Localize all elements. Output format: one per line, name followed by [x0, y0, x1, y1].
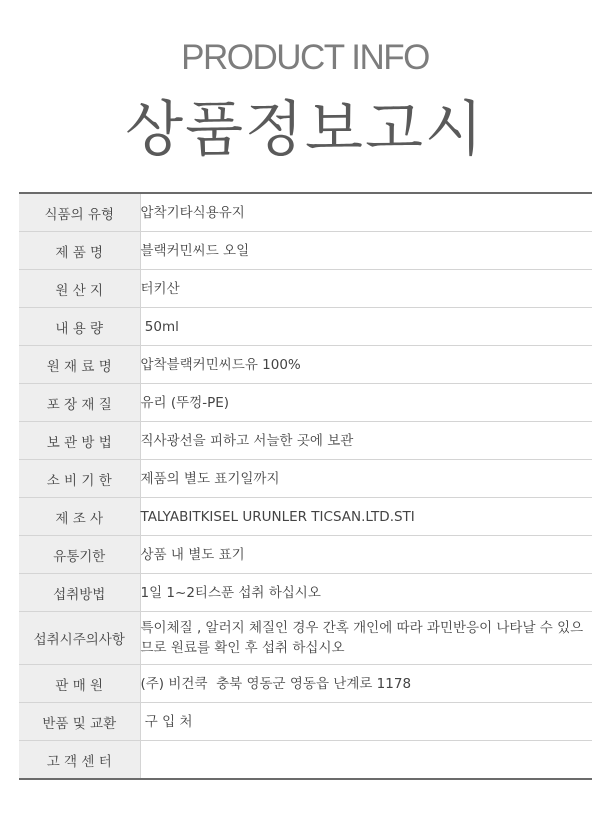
- row-label: 소 비 기 한: [19, 460, 140, 498]
- row-label: 판 매 원: [19, 665, 140, 703]
- row-value: 터키산: [140, 270, 592, 308]
- row-value: 50ml: [140, 308, 592, 346]
- row-value: 상품 내 별도 표기: [140, 536, 592, 574]
- row-label: 포 장 재 질: [19, 384, 140, 422]
- table-row: [19, 665, 592, 703]
- table-row: [19, 193, 592, 232]
- table-row: [19, 308, 592, 346]
- row-label: 원 산 지: [19, 270, 140, 308]
- row-label: 고 객 센 터: [19, 741, 140, 780]
- table-row: [19, 536, 592, 574]
- table-row: [19, 498, 592, 536]
- table-row: [19, 384, 592, 422]
- row-value: 압착기타식용유지: [140, 204, 245, 221]
- table-row: [19, 422, 592, 460]
- row-label: 제 조 사: [19, 498, 140, 536]
- header: [0, 0, 610, 190]
- row-value: [140, 741, 592, 780]
- product-info-table: [19, 192, 592, 780]
- page-title: 상품정보고시: [125, 95, 485, 165]
- table-row: [19, 741, 592, 780]
- table-row: [19, 460, 592, 498]
- row-label: 반품 및 교환: [19, 703, 140, 741]
- row-label: 유통기한: [19, 536, 140, 574]
- row-value: 유리 (뚜껑-PE): [140, 384, 592, 422]
- row-label: 원 재 료 명: [19, 346, 140, 384]
- row-label: 섭취방법: [19, 574, 140, 612]
- table-row: [19, 703, 592, 741]
- row-value: 직사광선을 피하고 서늘한 곳에 보관: [140, 422, 592, 460]
- row-value: 압착블랙커민씨드유 100%: [140, 346, 592, 384]
- table-row: [19, 232, 592, 270]
- row-value: 블랙커민씨드 오일: [140, 232, 592, 270]
- table-row: [19, 346, 592, 384]
- row-value: TALYABITKISEL URUNLER TICSAN.LTD.STI: [140, 498, 592, 536]
- row-label: 내 용 량: [19, 308, 140, 346]
- table-row: [19, 270, 592, 308]
- row-label: 식품의 유형: [19, 193, 140, 232]
- row-value: 제품의 별도 표기일까지: [140, 460, 592, 498]
- row-label: 보 관 방 법: [19, 422, 140, 460]
- row-label: 섭취시주의사항: [19, 612, 140, 665]
- page-subtitle: PRODUCT INFO: [181, 38, 429, 77]
- table-row: [19, 612, 592, 665]
- row-value: 1일 1~2티스푼 섭취 하십시오: [140, 574, 592, 612]
- row-label: 제 품 명: [19, 232, 140, 270]
- table-row: [19, 574, 592, 612]
- row-value: (주) 비건쿡 충북 영동군 영동읍 난계로 1178: [140, 665, 592, 703]
- row-value: 구 입 처: [140, 703, 592, 741]
- row-value: 특이체질 , 알러지 체질인 경우 간혹 개인에 따라 과민반응이 나타날 수 있으므로 원료를 확인 후 섭취 하십시오: [140, 612, 592, 665]
